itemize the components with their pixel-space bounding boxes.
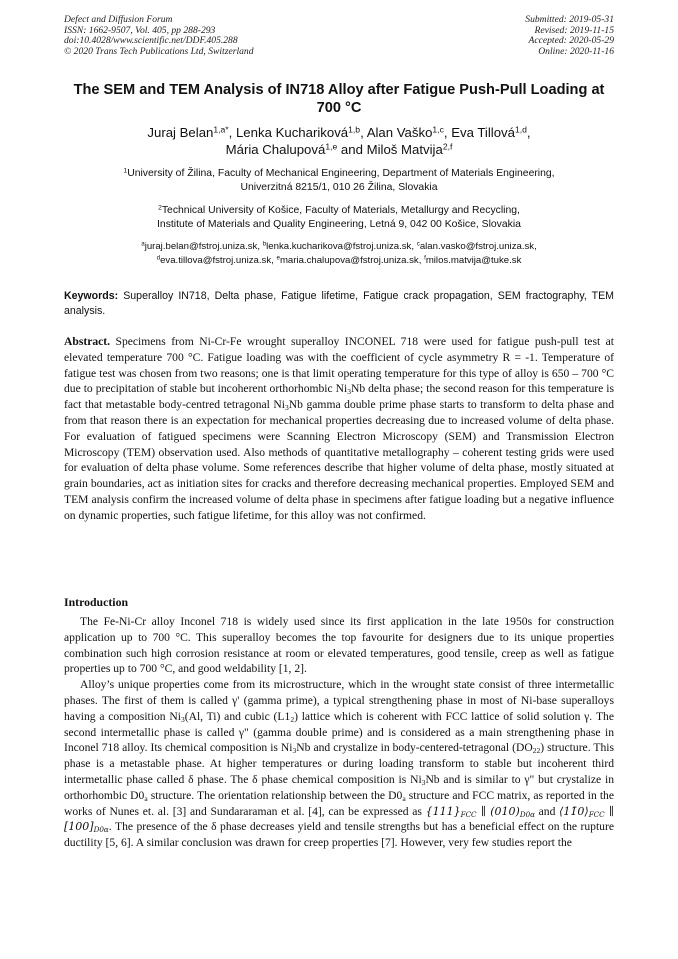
author-affil-mark: 1,b [348,124,361,135]
email-link[interactable]: milos.matvija@tuke.sk [425,255,522,266]
subscript: 22 [532,746,541,756]
subscript: 3 [180,714,185,724]
math-subscript: D0α [519,809,535,819]
email-link[interactable]: eva.tillova@fstroj.uniza.sk [160,255,272,266]
author-separator: , [443,125,452,140]
email-mark: b [262,240,267,248]
abstract-text: Nb gamma double prime phase starts to transform to delta phase and from that reason there is an expectation for mechanical properties decreasing due to increased volume of delta phase. For evaluation of fatigued specimens were Scanning Electron Microscopy (SEM) and Transmission Electron Microscopy (TEM) observation used. Also methods of quantitative metallography – coherent testing grids were used for evaluation of delta phase volume. Some references describe that higher volume of delta phase, mostly situated at grain boundaries, act as initiation sites for cracks and therefore decreasing mechanical properties. Employed SEM and TEM analysis confirm the increased volume of delta phase in specimens after fatigue loading but a negative influence on dynamic properties, such fatigue lifetime, for this alloy was not confirmed. [64,398,615,522]
paragraph-text: structure and FCC matrix, as reported in the works of Nunes et. al. [3] and Sundararaman et al. [4], can be expressed as [64,788,614,818]
keywords-label: Keywords: [64,290,119,302]
subscript: a [402,793,406,803]
author-affil-mark: 2,f [442,141,453,152]
section-heading-introduction: Introduction [64,595,129,609]
email-mark: d [156,254,161,262]
subscript: a [144,793,148,803]
paragraph-text: structure. The orientation relationship between the D0 [147,788,403,802]
affiliation-line: Technical University of Košice, Faculty of Materials, Metallurgy and Recycling, [161,205,520,216]
email-link[interactable]: lenka.kucharikova@fstroj.uniza.sk [266,241,412,252]
paragraph-text: Nb and crystalize in body-centered-tetragonal (DO [296,741,533,755]
paper-title: The SEM and TEM Analysis of IN718 Alloy after Fatigue Push-Pull Loading at 700 °C [73,82,605,116]
author-separator: , [526,125,531,140]
journal-info [64,15,254,57]
subscript: 3 [285,403,289,413]
subscript: 2 [290,714,295,724]
author-affil-mark: 1,a* [213,124,229,135]
paragraph-text: (Al, Ti) and cubic (L1 [184,709,291,723]
math-term: ⟨11̄0⟩ [559,804,589,818]
affiliation-2 [64,204,614,233]
email-mark: f [424,254,426,262]
author-separator: , [360,125,367,140]
email-link[interactable]: alan.vasko@fstroj.uniza.sk [419,241,535,252]
paragraph-text: ) lattice which is coherent with FCC lattice of solid solution γ. The second intermetallic phase is called γ" (gamma double prime) and is considered as a main strengthening phase in Inconel 718 alloy. Its chemical composition is Ni [64,709,614,755]
author-separator: , [228,125,236,140]
paragraph-text: and [534,804,560,818]
doi-line[interactable]: doi:10.4028/www.scientific.net/DDF.405.288 [64,35,238,47]
email-mark: a [141,240,145,248]
paragraph-text: . The presence of the δ phase decreases yield and tensile strengths but has a beneficial effect on the rupture ductility [5, 6]. A similar conclusion was drawn for creep properties [7]. However, very few studies report the [64,820,614,850]
abstract [64,334,614,524]
affiliation-1 [64,167,614,196]
email-link[interactable]: maria.chalupova@fstroj.uniza.sk [279,255,419,266]
revised-date: Revised: 2019-11-15 [534,24,614,36]
author-name: Eva Tillová [451,125,515,140]
affiliation-line: Institute of Materials and Quality Engineering, Letná 9, 042 00 Košice, Slovakia [157,219,521,231]
email-mark: e [276,254,280,262]
paragraph-text: ) structure. This phase is a metastable phase. At higher temperatures or during loading transform to stable but incoherent third intermetallic phase called δ phase. The δ phase chemical composition is Ni [64,741,614,786]
email-list: $^a$juraj.belan@fstroj.uniza.sk, $^b$lenka.kucharikova@fstroj.uniza.sk, $^c$alan.vasko@fstroj.uniza.sk, $^d$eva.tillova@fstroj.uniza.sk, $^e$maria.chalupova@fstroj.uniza.sk, $^f$milos.matvija@tuke.sk [141,240,537,266]
author-name: Juraj Belan [147,125,214,140]
subscript: 3 [421,777,426,787]
submission-dates [525,15,614,57]
author-name: Alan Vaško [366,125,433,140]
author-affil-mark: 1,d [514,124,527,135]
math-term: ∥ [100] [64,804,615,834]
math-term: ∥ (010) [476,804,520,818]
email-mark: c [416,240,420,248]
copyright-line: © 2020 Trans Tech Publications Ltd, Switzerland [64,45,254,57]
keywords [64,289,614,318]
math-subscript: FCC [460,809,477,819]
author-affil-mark: 1,e [325,141,338,152]
subscript: 3 [292,746,297,756]
paragraph [64,677,614,851]
introduction-body [64,614,614,851]
author-list [64,124,614,158]
affiliation-mark: 2 [158,204,162,212]
journal-name: Defect and Diffusion Forum [64,14,173,25]
abstract-label: Abstract. [64,335,111,348]
abstract-text: Nb delta phase; the second reason for this temperature is fact that metastable body-centred tetragonal Ni [64,382,614,412]
math-expression [426,805,535,818]
author-name: Miloš Matvija [366,142,443,157]
subscript: 3 [347,387,351,397]
affiliation-mark: 1 [123,167,128,175]
submitted-date: Submitted: 2019-05-31 [525,14,614,25]
accepted-date: Accepted: 2020-05-29 [528,35,614,47]
paragraph: The Fe-Ni-Cr alloy Inconel 718 is widely used since its first application in the late 1950s for construction application up to 700 °C. This superalloy becomes the top favourite for designers due to its unique properties combination such high corrosion resistance at room or elevated temperatures, good tensile, creep as well as fatigue properties up to 700 °C, and good weldability [1, 2]. [64,615,614,676]
keywords-text: Superalloy IN718, Delta phase, Fatigue lifetime, Fatigue crack propagation, SEM fractography, TEM analysis. [64,290,614,317]
email-link[interactable]: juraj.belan@fstroj.uniza.sk [144,241,258,252]
math-subscript: D0α [93,825,109,835]
math-term: {111} [425,804,461,818]
author-affil-mark: 1,c [432,124,444,135]
paragraph-text: Nb and is similar to γ" but crystalize in orthorhombic D0 [64,772,615,802]
issn-line: ISSN: 1662-9507, Vol. 405, pp 288-293 [64,24,216,36]
affiliation-line: University of Žilina, Faculty of Mechanical Engineering, Department of Materials Engineering, [127,168,555,179]
author-name: Lenka Kuchariková [235,125,349,140]
author-name: Mária Chalupová [225,142,326,157]
math-subscript: FCC [588,809,605,819]
author-conjunction: and [337,142,367,157]
online-date: Online: 2020-11-16 [538,45,614,57]
affiliation-line: Univerzitná 8215/1, 010 26 Žilina, Slovakia [240,182,438,194]
paragraph-text: Alloy’s unique properties come from its microstructure, which in the wrought state consist of three intermetallic phases. The first of them is called γ' (gamma prime), a typical strengthening phase in most of Ni-base superalloys having a composition Ni [64,678,614,723]
abstract-text: Specimens from Ni-Cr-Fe wrought superalloy INCONEL 718 were used for fatigue push-pull test at elevated temperature 700 °C. Fatigue loading was with the coefficient of cycle asymmetry R = -1. Temperature of fatigue test was chosen from two reasons; one is that limit operating temperature for this type of alloy is 650 – 700 °C due to precipitation of stable but incoherent orthorhombic Ni [64,335,614,396]
